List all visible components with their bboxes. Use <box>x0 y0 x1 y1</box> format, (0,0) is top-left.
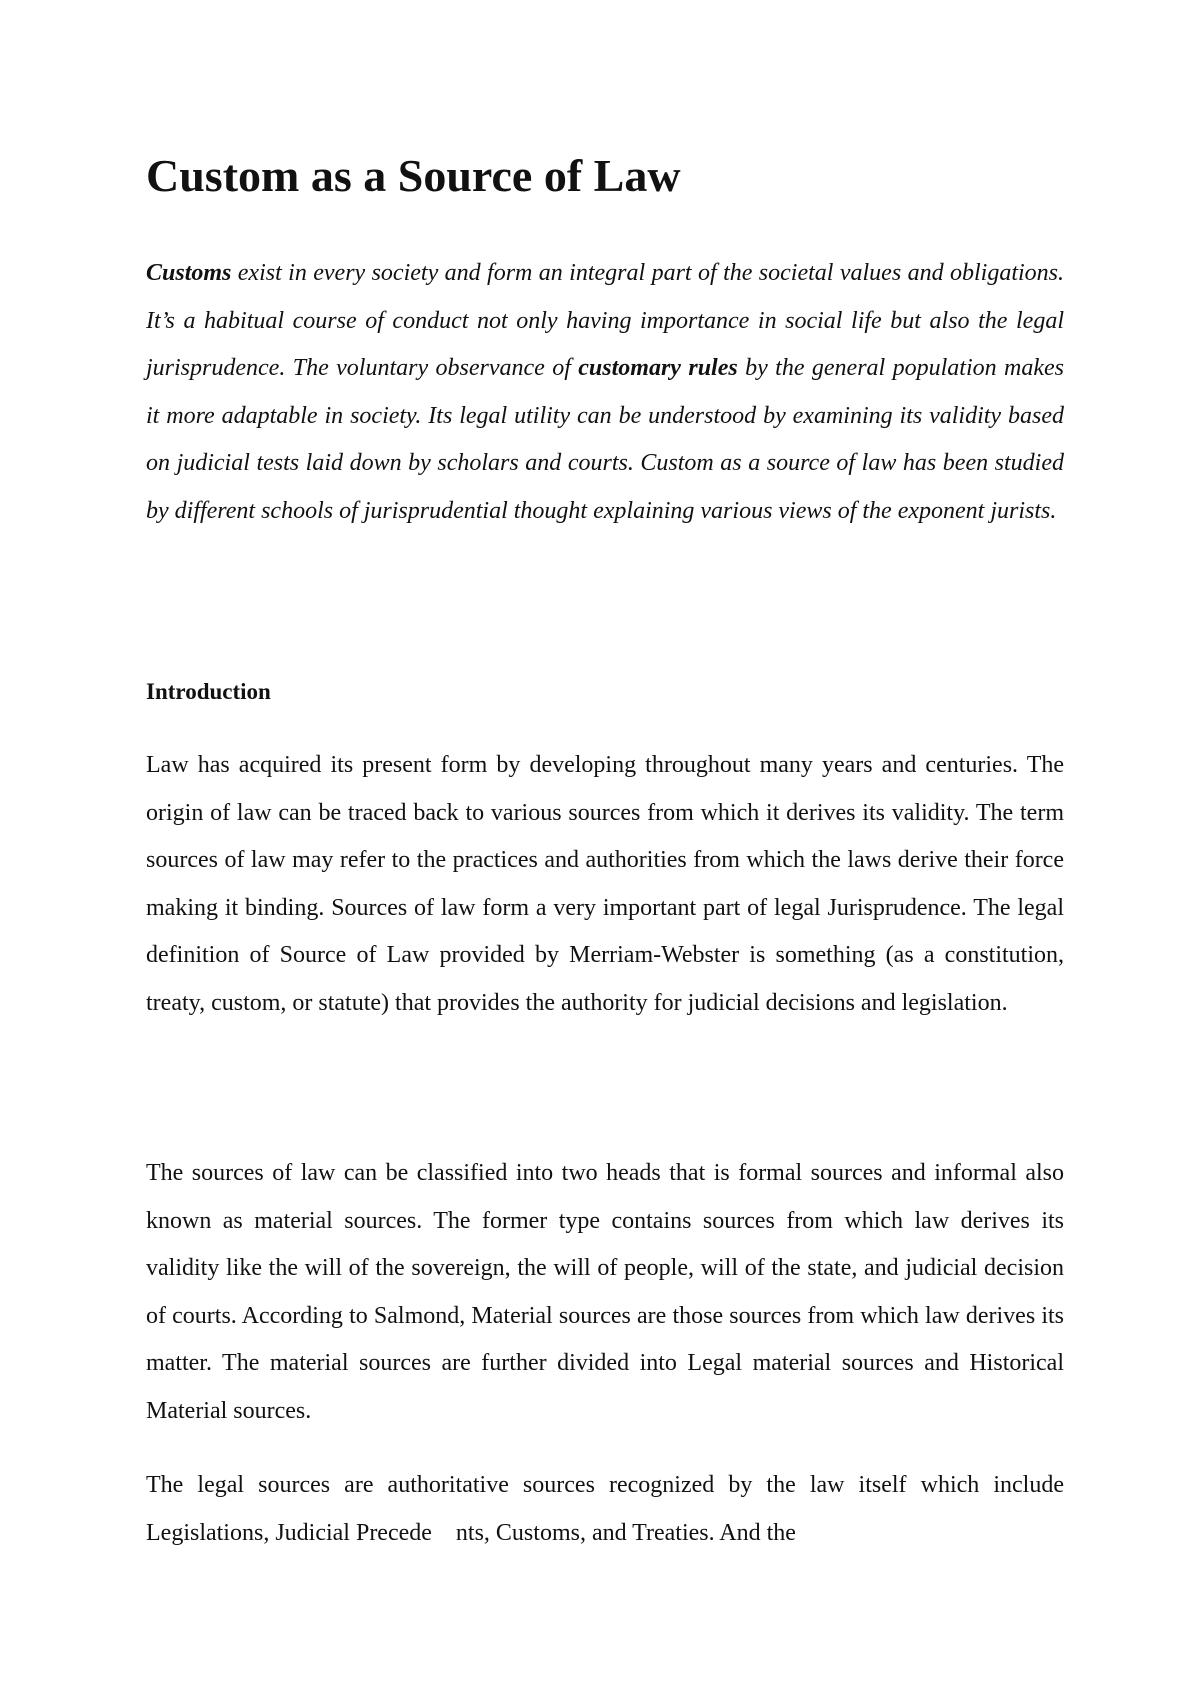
body-paragraph-3: The legal sources are authoritative sources recognized by the law itself which include Legislations, Judicial Precede nts, Customs, and Treaties. And the <box>146 1472 1070 1546</box>
term-customary-rules: customary rules <box>578 355 738 381</box>
body-paragraph-2: The sources of law can be classified into two heads that is formal sources and informal also known as material sources. The former type contains sources from which law derives its validity like the will of the sovereign, the will of people, will of the state, and judicial decision of courts. According to Salmond, Material sources are those sources from which law derives its matter. The material sources are further divided into Legal material sources and Historical Material sources. <box>146 1160 1064 1424</box>
document-title: Custom as a Source of Law <box>146 150 681 201</box>
section-heading-introduction: Introduction <box>146 679 271 704</box>
abstract-text-part-1: exist in every society and form an integral part of the societal values and obligations. It’s a habitual course of conduct not only having importance in social life but also the legal jurisprudence. The voluntary observance of <box>146 260 1064 381</box>
abstract-text-part-2: by the general population makes it more adaptable in society. Its legal utility can be understood by examining its validity based on judicial tests laid down by scholars and courts. Custom as a source of law has been studied by different schools of jurisprudential thought explaining various views of the exponent jurists. <box>146 355 1064 524</box>
abstract-paragraph <box>146 250 1064 535</box>
term-customs: Customs <box>146 260 232 286</box>
body-paragraph-1: Law has acquired its present form by developing throughout many years and centuries. The origin of law can be traced back to various sources from which it derives its validity. The term sources of law may refer to the practices and authorities from which the laws derive their force making it binding. Sources of law form a very important part of legal Jurisprudence. The legal definition of Source of Law provided by Merriam-Webster is something (as a constitution, treaty, custom, or statute) that provides the authority for judicial decisions and legislation. <box>146 752 1064 1016</box>
